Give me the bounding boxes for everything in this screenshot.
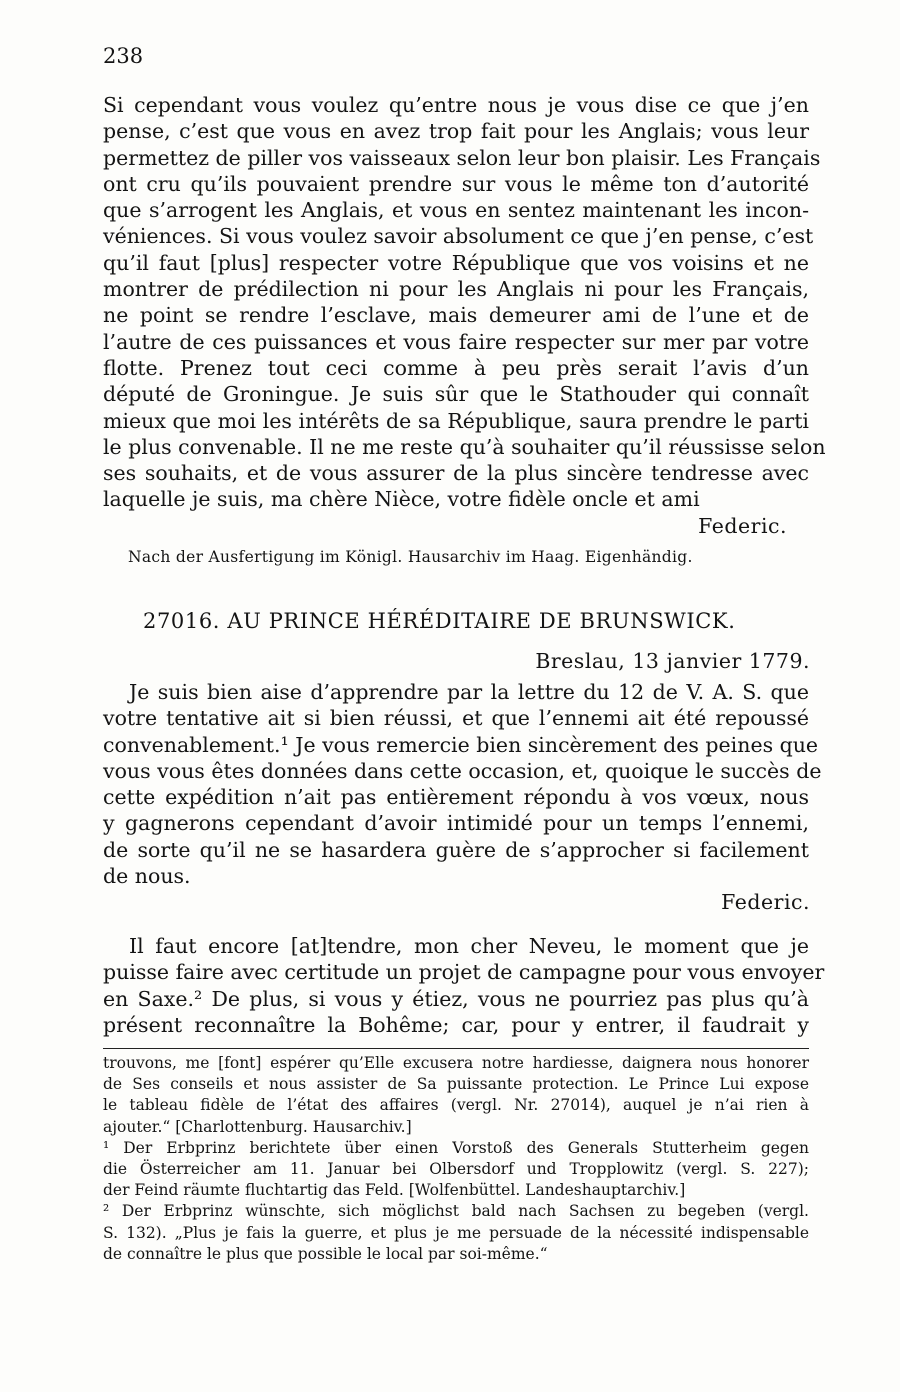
footnote-line: ¹ Der Erbprinz berichtete über einen Vorstoß des Generals Stutterheim gegen xyxy=(103,1138,809,1157)
signature: Federic. xyxy=(698,513,787,538)
footnote-line: de connaître le plus que possible le local par soi-même.“ xyxy=(103,1244,548,1263)
letter-continuation xyxy=(103,92,826,539)
footnote-line: trouvons, me [font] espérer qu’Elle excusera notre hardiesse, daignera nous honorer xyxy=(103,1054,809,1072)
footnote-line: de Ses conseils et nous assister de Sa puissante protection. Le Prince Lui expose xyxy=(103,1075,809,1094)
text-line: le plus convenable. Il ne me reste qu’à souhaiter qu’il réussisse selon xyxy=(103,434,826,459)
text-line: véniences. Si vous voulez savoir absolument ce que j’en pense, c’est xyxy=(103,224,814,249)
text-line: qu’il faut [plus] respecter votre République que vos voisins et ne xyxy=(103,250,809,275)
text-line: député de Groningue. Je suis sûr que le Stathouder qui connaît xyxy=(103,382,809,407)
page-number: 238 xyxy=(103,44,144,68)
postscript xyxy=(103,933,825,1038)
text-line: de sorte qu’il ne se hasardera guère de s’approcher si facilement xyxy=(103,837,809,862)
text-line: mieux que moi les intérêts de sa République, saura prendre le parti xyxy=(103,408,809,433)
footnote-line: ² Der Erbprinz wünschte, sich möglichst bald nach Sachsen zu begeben (vergl. xyxy=(103,1202,809,1221)
footnote-line: le tableau fidèle de l’état des affaires (vergl. Nr. 27014), auquel je n’ai rien à xyxy=(103,1096,809,1115)
text-line: montrer de prédilection ni pour les Anglais ni pour les Français, xyxy=(103,277,809,302)
text-line: Je suis bien aise d’apprendre par la lettre du 12 de V. A. S. que xyxy=(129,680,809,704)
text-line: Si cependant vous voulez qu’entre nous je vous dise ce que j’en xyxy=(103,93,809,117)
text-line: flotte. Prenez tout ceci comme à peu près serait l’avis d’un xyxy=(103,355,809,380)
letter-heading: 27016. AU PRINCE HÉRÉDITAIRE DE BRUNSWICK. xyxy=(143,609,736,633)
signature: Federic. xyxy=(721,890,810,914)
text-line: convenablement.¹ Je vous remercie bien sincèrement des peines que xyxy=(103,732,819,757)
source-note: Nach der Ausfertigung im Königl. Hausarchiv im Haag. Eigenhändig. xyxy=(128,548,693,566)
text-line: que s’arrogent les Anglais, et vous en sentez maintenant les incon- xyxy=(103,198,809,223)
text-line: votre tentative ait si bien réussi, et que l’ennemi ait été repoussé xyxy=(103,706,809,731)
text-line: ses souhaits, et de vous assurer de la plus sincère tendresse avec xyxy=(103,461,809,486)
text-line: Il faut encore [at]tendre, mon cher Neveu, le moment que je xyxy=(129,934,809,958)
text-line: l’autre de ces puissances et vous faire respecter sur mer par votre xyxy=(103,329,809,354)
text-line: en Saxe.² De plus, si vous y étiez, vous ne pourriez pas plus qu’à xyxy=(103,986,809,1011)
letter-body xyxy=(103,679,822,889)
text-line: permettez de piller vos vaisseaux selon leur bon plaisir. Les Français xyxy=(103,145,821,170)
text-line: cette expédition n’ait pas entièrement répondu à vos vœux, nous xyxy=(103,785,809,810)
footnote-line: S. 132). „Plus je fais la guerre, et plus je me persuade de la nécessité indispensable xyxy=(103,1223,809,1242)
text-line: puisse faire avec certitude un projet de campagne pour vous envoyer xyxy=(103,960,825,985)
text-line: vous vous êtes données dans cette occasion, et, quoique le succès de xyxy=(103,758,822,783)
text-line: ont cru qu’ils pouvaient prendre sur vous le même ton d’autorité xyxy=(103,171,809,196)
text-line: pense, c’est que vous en avez trop fait pour les Anglais; vous leur xyxy=(103,119,809,144)
footnotes xyxy=(103,1053,809,1265)
text-line: ne point se rendre l’esclave, mais demeurer ami de l’une et de xyxy=(103,303,809,328)
text-line: y gagnerons cependant d’avoir intimidé pour un temps l’ennemi, xyxy=(103,811,809,836)
footnote-line: ajouter.“ [Charlottenburg. Hausarchiv.] xyxy=(103,1117,412,1136)
footnote-rule xyxy=(103,1048,809,1049)
text-line: présent reconnaître la Bohême; car, pour y entrer, il faudrait y xyxy=(103,1012,809,1037)
text-line: laquelle je suis, ma chère Nièce, votre fidèle oncle et ami xyxy=(103,487,700,512)
footnote-line: der Feind räumte fluchtartig das Feld. [Wolfenbüttel. Landeshauptarchiv.] xyxy=(103,1181,686,1200)
footnote-line: die Österreicher am 11. Januar bei Olbersdorf und Tropplowitz (vergl. S. 227); xyxy=(103,1159,809,1178)
dateline: Breslau, 13 janvier 1779. xyxy=(535,649,810,673)
text-line: de nous. xyxy=(103,864,191,889)
